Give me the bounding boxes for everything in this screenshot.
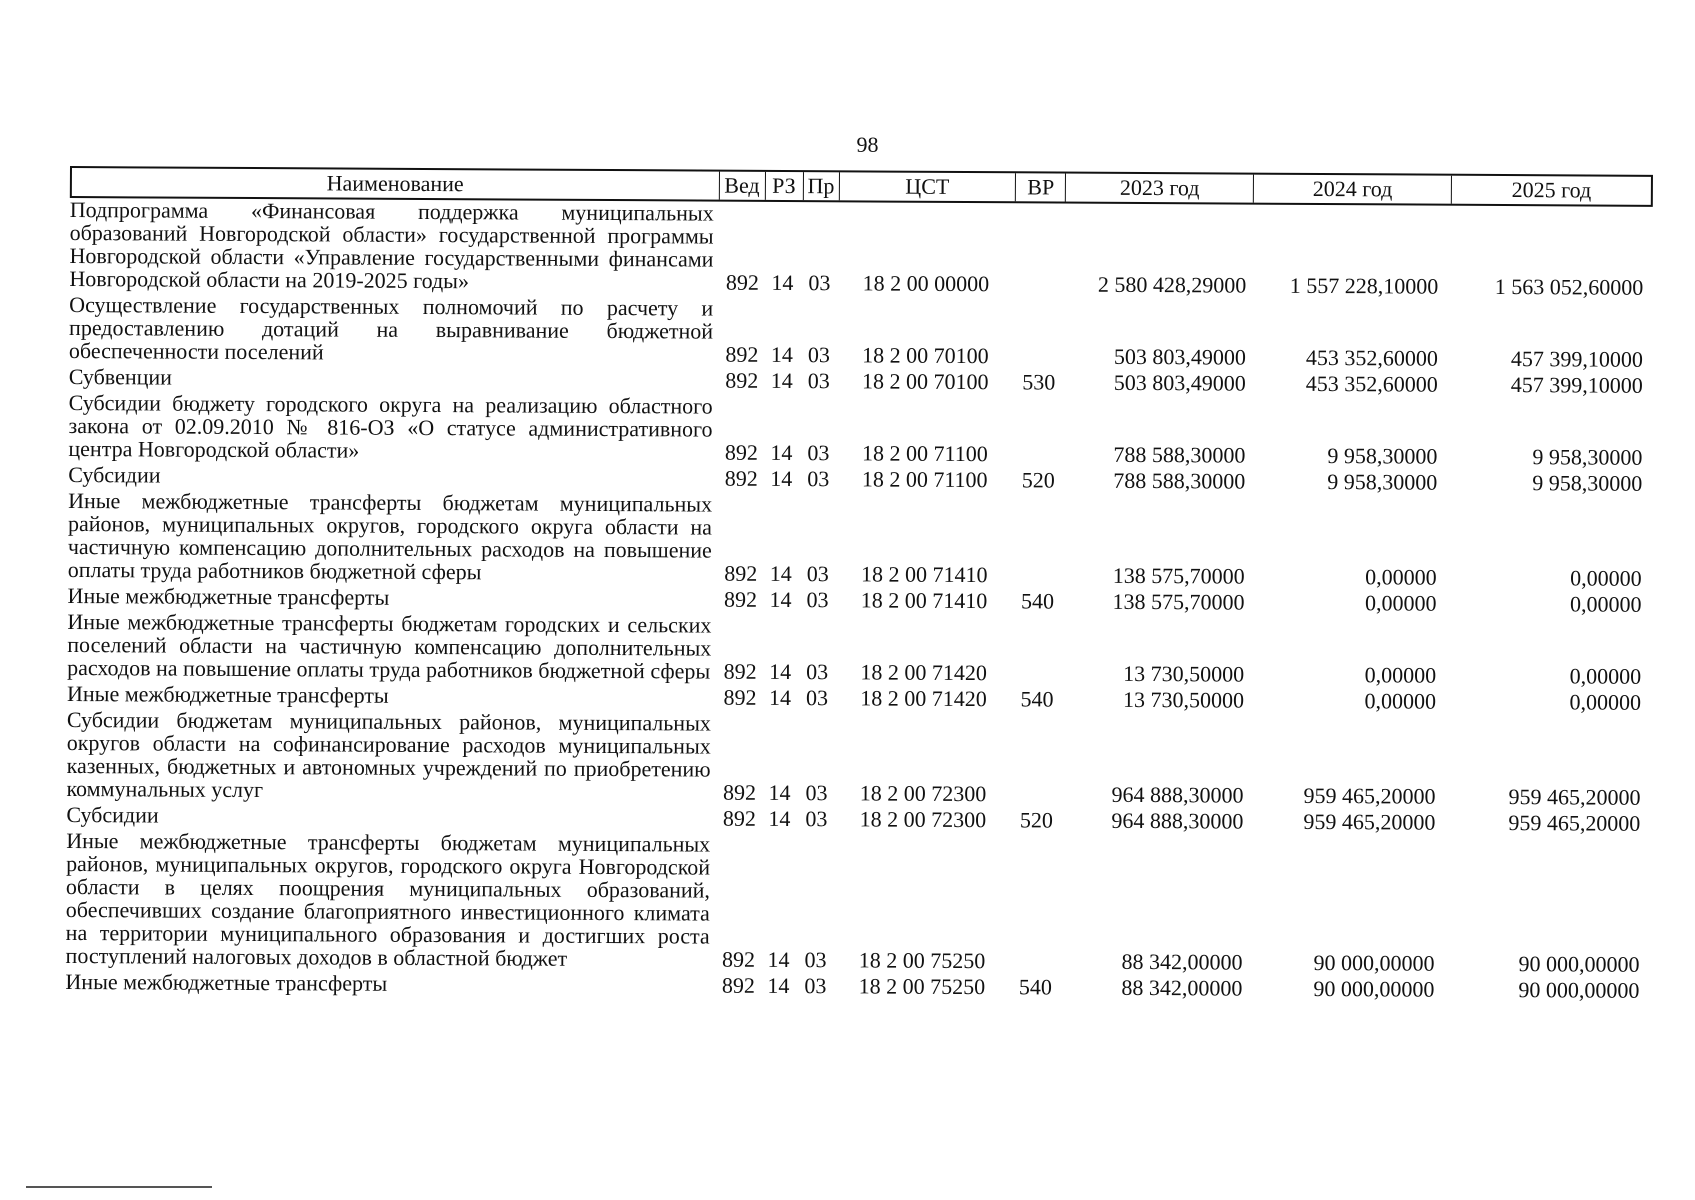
row-pr: 03 — [805, 780, 828, 806]
row-name: Иные межбюджетные трансферты — [66, 680, 389, 708]
table-row — [69, 293, 1652, 371]
row-2023: 2 580 428,29000 — [1097, 271, 1247, 298]
row-rz: 14 — [770, 341, 794, 368]
row-pr: 03 — [805, 685, 829, 711]
row-pr: 03 — [804, 973, 827, 999]
row-pr: 03 — [804, 947, 827, 973]
row-pr: 03 — [808, 270, 831, 296]
row-rz: 14 — [769, 658, 792, 685]
row-cst: 18 2 00 71420 — [860, 659, 988, 686]
row-2024: 90 000,00000 — [1313, 949, 1435, 976]
row-rz: 14 — [770, 465, 793, 492]
header-vr: ВР — [1016, 173, 1066, 201]
row-2025: 1 563 052,60000 — [1494, 273, 1644, 300]
row-rz: 14 — [767, 946, 790, 973]
table-body — [65, 198, 1652, 1002]
row-2023: 13 730,50000 — [1122, 686, 1245, 713]
row-vr: 540 — [1020, 686, 1054, 712]
header-ved: Вед — [719, 172, 765, 200]
row-rz: 14 — [768, 779, 791, 806]
row-rz: 14 — [769, 560, 792, 587]
footnote-rule — [26, 1186, 212, 1188]
row-ved: 892 — [724, 586, 758, 612]
row-name: Иные межбюджетные трансферты — [67, 582, 390, 610]
row-rz: 14 — [768, 684, 792, 711]
row-cst: 18 2 00 70100 — [861, 368, 989, 395]
row-name: Осуществление государственных полномочий по расчету и предоставлению дотаций на выравнивание бюджетной обеспеченности поселений — [68, 291, 714, 365]
row-2023: 964 888,30000 — [1111, 781, 1244, 808]
row-rz: 14 — [771, 269, 794, 296]
row-name: Субсидии — [66, 801, 159, 828]
row-2023: 138 575,70000 — [1112, 562, 1245, 589]
table-row — [66, 708, 1649, 809]
row-rz: 14 — [768, 805, 791, 832]
row-ved: 892 — [722, 805, 756, 831]
row-rz: 14 — [767, 972, 790, 999]
row-ved: 892 — [722, 946, 756, 972]
header-cst: ЦСТ — [839, 172, 1016, 201]
table-row — [66, 829, 1650, 976]
row-pr: 03 — [806, 587, 829, 613]
row-vr: 540 — [1021, 588, 1055, 614]
header-name: Наименование — [72, 168, 720, 200]
row-2023: 503 803,49000 — [1113, 369, 1246, 396]
row-cst: 18 2 00 71410 — [860, 587, 988, 614]
row-pr: 03 — [805, 806, 828, 832]
row-2023: 788 588,30000 — [1113, 441, 1246, 468]
row-cst: 18 2 00 75250 — [858, 947, 986, 974]
row-pr: 03 — [807, 342, 831, 368]
table-row — [69, 198, 1652, 299]
table-row — [67, 610, 1650, 688]
row-name: Субвенции — [68, 363, 173, 390]
row-2023: 788 588,30000 — [1113, 467, 1246, 494]
row-rz: 14 — [770, 367, 793, 394]
row-2024: 959 465,20000 — [1303, 782, 1436, 809]
row-2025: 0,00000 — [1569, 689, 1642, 715]
row-2024: 0,00000 — [1365, 590, 1437, 616]
row-pr: 03 — [807, 440, 830, 466]
row-2024: 0,00000 — [1364, 662, 1437, 688]
header-pr: Пр — [803, 172, 839, 200]
row-ved: 892 — [725, 269, 759, 295]
row-2025: 457 399,10000 — [1510, 372, 1643, 398]
row-ved: 892 — [724, 439, 758, 465]
row-ved: 892 — [725, 367, 759, 393]
row-ved: 892 — [724, 465, 758, 491]
row-pr: 03 — [807, 368, 830, 394]
row-2025: 9 958,30000 — [1532, 444, 1643, 470]
row-cst: 18 2 00 71420 — [860, 685, 987, 712]
row-ved: 892 — [721, 972, 756, 998]
header-2025: 2025 год — [1511, 177, 1592, 203]
row-name: Субсидии бюджетам муниципальных районов, муниципальных округов области на софинансирование расходов муниципальных казенных, бюджетных и автономных учреждений по приобретению коммунальных услуг — [66, 706, 711, 803]
row-2025: 959 465,20000 — [1508, 784, 1641, 810]
row-name: Субсидии — [68, 461, 161, 488]
row-2024: 0,00000 — [1365, 564, 1437, 590]
row-2023: 964 888,30000 — [1111, 807, 1244, 834]
row-2025: 0,00000 — [1569, 663, 1642, 689]
row-2025: 0,00000 — [1570, 591, 1642, 617]
row-2025: 90 000,00000 — [1518, 977, 1640, 1003]
row-cst: 18 2 00 71410 — [860, 561, 988, 588]
row-name: Иные межбюджетные трансферты бюджетам муниципальных районов, муниципальных округов, городского округа Новгородской области в целях поощрения муниципальных образований, обеспечивших создание благоприятного инвестиционного климата на территории муниципального образования и достигших роста поступлений налоговых доходов в областной бюджет — [65, 827, 711, 971]
row-name: Подпрограмма «Финансовая поддержка муниципальных образований Новгородской области» государственной программы Новгородской области «Управление государственными финансами Новгородской области на 2019-2025 годы» — [69, 196, 714, 294]
table-row — [68, 391, 1651, 469]
row-name: Субсидии бюджету городского округа на реализацию областного закона от 02.09.2010 № 816-ОЗ «О статусе административного центра Новгородской области» — [68, 389, 713, 463]
row-ved: 892 — [723, 684, 757, 710]
row-ved: 892 — [724, 560, 758, 586]
header-2024: 2024 год — [1254, 175, 1452, 204]
row-2024: 453 352,60000 — [1305, 344, 1439, 371]
row-name: Иные межбюджетные трансферты бюджетам муниципальных районов, муниципальных округов, городского округа области на частичную компенсацию дополнительных расходов на повышение оплаты труда работников бюджетной сферы — [67, 487, 713, 585]
row-ved: 892 — [723, 658, 757, 684]
row-pr: 03 — [807, 466, 830, 492]
row-2023: 503 803,49000 — [1113, 343, 1247, 370]
row-2023: 88 342,00000 — [1121, 974, 1243, 1001]
row-2025: 457 399,10000 — [1510, 346, 1644, 372]
row-vr: 530 — [1022, 369, 1056, 395]
row-vr: 520 — [1021, 467, 1055, 493]
row-rz: 14 — [769, 586, 792, 613]
row-cst: 18 2 00 70100 — [862, 342, 989, 369]
header-rz: РЗ — [765, 172, 803, 200]
row-2025: 90 000,00000 — [1518, 951, 1640, 977]
budget-table — [65, 166, 1653, 1002]
header-2023: 2023 год — [1066, 174, 1254, 203]
row-2024: 90 000,00000 — [1313, 975, 1435, 1002]
row-pr: 03 — [806, 659, 829, 685]
row-cst: 18 2 00 72300 — [859, 780, 987, 807]
row-name: Иные межбюджетные трансферты бюджетам городских и сельских поселений области на частичную компенсацию дополнительных расходов на повышение оплаты труда работников бюджетной сферы — [67, 608, 712, 684]
row-ved: 892 — [725, 341, 759, 367]
row-2023: 138 575,70000 — [1112, 588, 1245, 615]
row-2024: 9 958,30000 — [1327, 469, 1438, 495]
row-ved: 892 — [722, 779, 757, 805]
row-name: Иные межбюджетные трансферты — [65, 968, 388, 996]
row-2024: 9 958,30000 — [1327, 443, 1438, 469]
page-number: 98 — [856, 132, 879, 157]
row-vr: 540 — [1018, 974, 1052, 1000]
row-pr: 03 — [806, 561, 829, 587]
row-2024: 959 465,20000 — [1303, 808, 1436, 835]
row-2024: 1 557 228,10000 — [1289, 272, 1439, 299]
table-row — [68, 489, 1651, 590]
row-cst: 18 2 00 75250 — [858, 973, 986, 1000]
row-cst: 18 2 00 72300 — [859, 806, 987, 833]
row-2023: 88 342,00000 — [1121, 948, 1243, 975]
row-cst: 18 2 00 71100 — [861, 440, 988, 467]
row-rz: 14 — [770, 439, 793, 466]
row-2025: 959 465,20000 — [1508, 810, 1641, 836]
row-cst: 18 2 00 71100 — [861, 466, 988, 493]
row-2025: 9 958,30000 — [1532, 470, 1643, 496]
row-cst: 18 2 00 00000 — [862, 270, 990, 297]
row-vr: 520 — [1019, 807, 1053, 833]
row-2024: 453 352,60000 — [1305, 370, 1438, 397]
row-2024: 0,00000 — [1364, 688, 1437, 714]
row-2023: 13 730,50000 — [1123, 660, 1245, 687]
row-2025: 0,00000 — [1570, 565, 1642, 591]
